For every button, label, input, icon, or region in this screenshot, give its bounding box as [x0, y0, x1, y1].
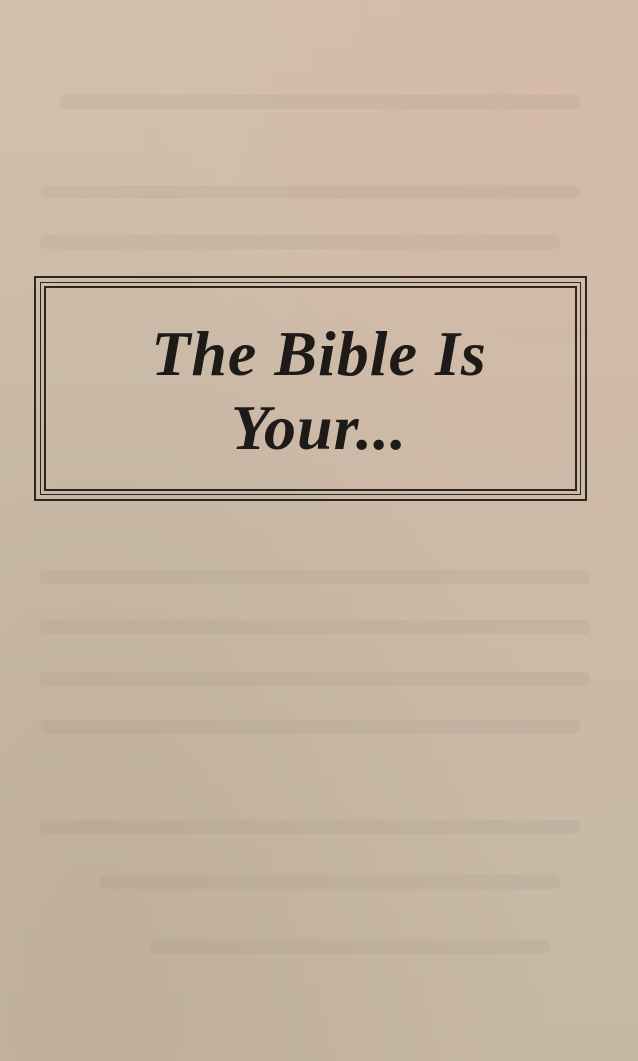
bleed-through-line	[40, 235, 560, 249]
bleed-through-line	[40, 820, 580, 834]
bleed-through-line	[40, 570, 590, 584]
bleed-through-line	[60, 95, 580, 109]
title-line-1: The Bible Is	[151, 318, 487, 389]
bleed-through-line	[40, 185, 580, 199]
title-line-2: Your...	[231, 392, 407, 463]
bleed-through-line	[40, 672, 590, 686]
bleed-through-line	[40, 720, 580, 734]
bleed-through-line	[100, 875, 560, 889]
bleed-through-line	[40, 620, 590, 634]
bleed-through-line	[150, 940, 550, 954]
